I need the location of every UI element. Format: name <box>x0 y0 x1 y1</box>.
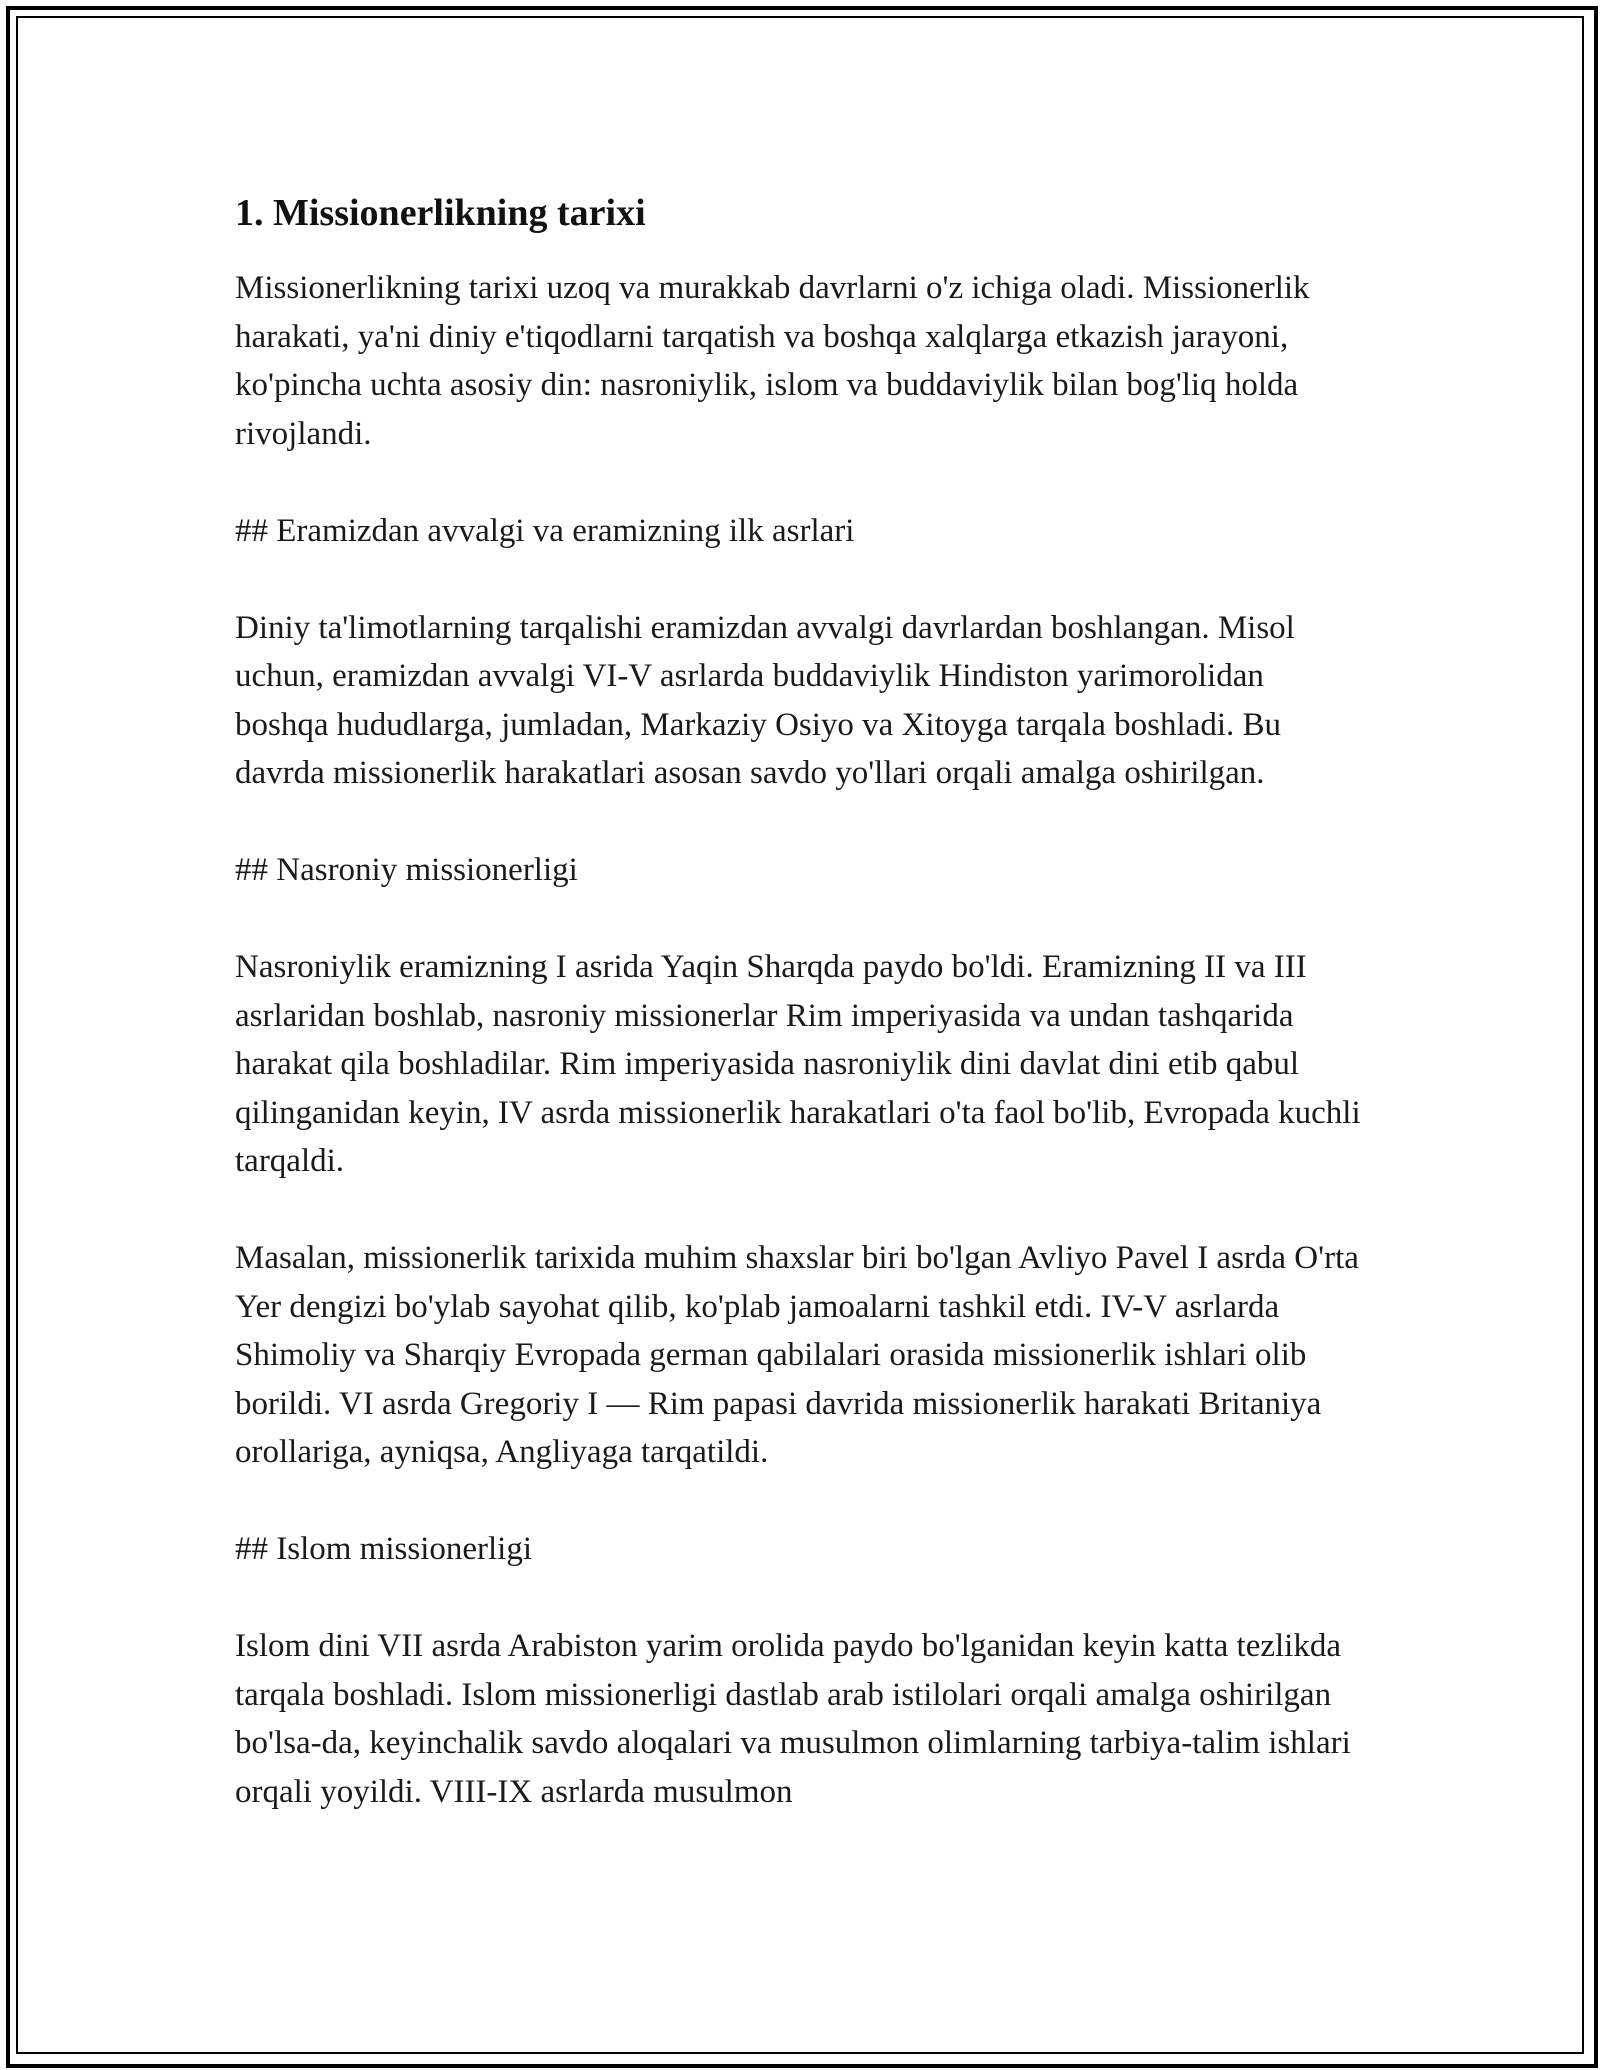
subheading-early-centuries: ## Eramizdan avvalgi va eramizning ilk asrlari <box>235 512 855 549</box>
paragraph-christian-missions-1: Nasroniylik eramizning I asrida Yaqin Sharqda paydo bo'ldi. Eramizning II va III asrlaridan boshlab, nasroniy missionerlar Rim imperiyasida va undan tashqarida harakat qila boshladilar. Rim imperiyasida nasroniylik dini davlat dini etib qabul qilinganidan keyin, IV asrda missionerlik harakatlari o'ta faol bo'lib, Evropada kuchli tarqaldi. <box>235 949 1361 1179</box>
paragraph-christian-missions-2: Masalan, missionerlik tarixida muhim shaxslar biri bo'lgan Avliyo Pavel I asrda O'rta Yer dengizi bo'ylab sayohat qilib, ko'plab jamoalarni tashkil etdi. IV-V asrlarda Shimoliy va Sharqiy Evropada german qabilalari orasida missionerlik ishlari olib borildi. VI asrda Gregoriy I — Rim papasi davrida missionerlik harakati Britaniya orollariga, ayniqsa, Angliyaga tarqatildi. <box>235 1240 1359 1470</box>
paragraph-islamic-missions: Islom dini VII asrda Arabiston yarim orolida paydo bo'lganidan keyin katta tezlikda tarqala boshladi. Islom missionerligi dastlab arab istilolari orqali amalga oshirilgan bo'lsa-da, keyinchalik savdo aloqalari va musulmon olimlarning tarbiya-talim ishlari orqali yoyildi. VIII-IX asrlarda musulmon <box>235 1628 1351 1810</box>
paragraph-early-centuries: Diniy ta'limotlarning tarqalishi eramizdan avvalgi davrlardan boshlangan. Misol uchun, eramizdan avvalgi VI-V asrlarda buddaviylik Hindiston yarimorolidan boshqa hududlarga, jumladan, Markaziy Osiyo va Xitoyga tarqala boshladi. Bu davrda missionerlik harakatlari asosan savdo yo'llari orqali amalga oshirilgan. <box>235 609 1295 791</box>
intro-paragraph: Missionerlikning tarixi uzoq va murakkab davrlarni o'z ichiga oladi. Missionerlik harakati, ya'ni diniy e'tiqodlarni tarqatish va boshqa xalqlarga etkazish jarayoni, ko'pincha uchta asosiy din: nasroniylik, islom va buddaviylik bilan bog'liq holda rivojlandi. <box>235 270 1310 452</box>
subheading-islamic-missions: ## Islom missionerligi <box>235 1531 532 1567</box>
document-body <box>235 190 1365 1865</box>
subheading-christian-missions: ## Nasroniy missionerligi <box>235 852 578 888</box>
section-title: 1. Missionerlikning tarixi <box>235 192 646 234</box>
